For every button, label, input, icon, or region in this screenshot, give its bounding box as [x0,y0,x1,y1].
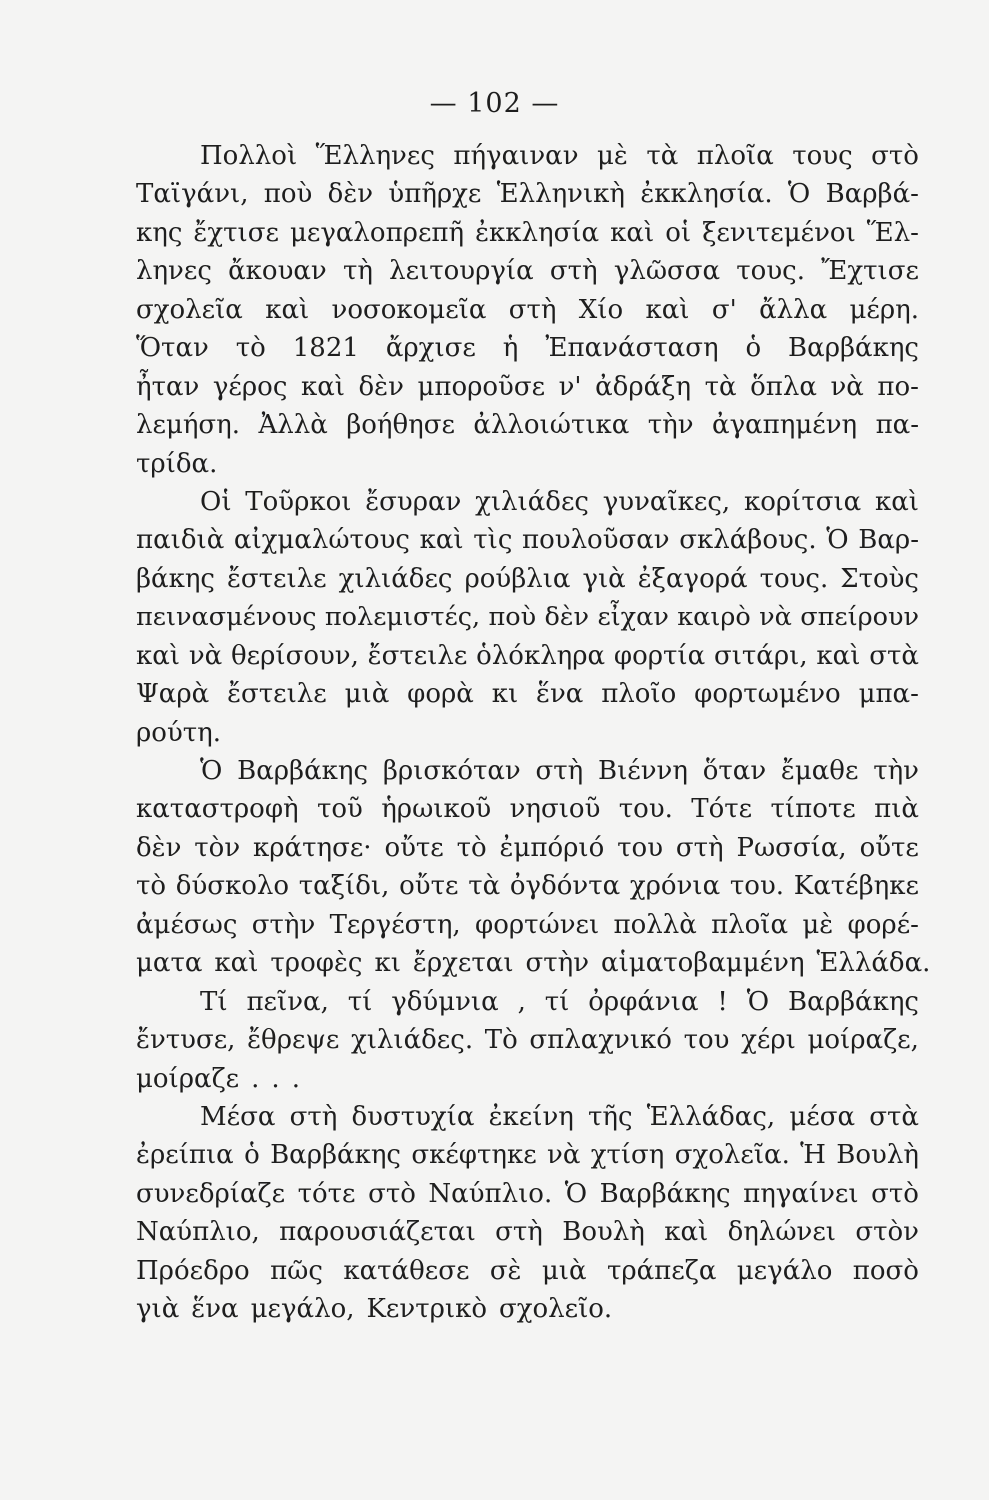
word: Ἐπανάσταση [545,333,719,364]
word: πα- [875,410,919,441]
text-line [136,252,919,290]
word: ληνες [136,256,212,287]
word: μεγάλο, [250,1294,355,1325]
text-line [136,944,931,982]
text-line [136,906,919,944]
word: μὲ [802,909,834,940]
word: δυστυχία [351,1101,475,1132]
word: πήγαιναν [453,141,579,171]
word: ἄρχισε [385,333,476,364]
word: ποὺ [488,602,537,633]
word: Πρόεδρο [136,1255,250,1286]
word: Ἀλλὰ [258,410,328,441]
word: φορτωμένο [694,679,841,710]
word: Τί [200,986,228,1017]
word: Βιέννη [597,756,688,786]
word: στὸ [871,1178,919,1209]
word: μέσα [789,1101,856,1132]
word: μοίραζε, [807,1025,919,1056]
text-line [136,829,919,867]
word: Ψαρὰ [136,679,210,710]
word: οὔτε [859,832,919,863]
word: του. [729,871,785,902]
word: Βαρβάκης [270,1140,401,1171]
word: τὴν [873,756,919,786]
word: ἐκκλησία [475,217,600,248]
word: νὰ [759,602,792,633]
word: τὶς [473,525,513,556]
text-line [136,790,919,828]
word: τους. [759,563,829,594]
word: κατάθεσε [343,1255,470,1286]
word: τὸ [456,832,487,863]
word: στὴ [535,756,584,786]
word: Ὁ [746,986,770,1017]
word: θερίσουν, [230,640,359,671]
word: πιὰ [874,794,919,825]
word: μιὰ [344,679,390,710]
word: ὅπλα [750,371,817,402]
word: οὔτε [384,832,444,863]
word: Ὅταν [136,333,209,364]
word: ἄλλα [759,294,828,325]
word: οὔτε [399,871,459,902]
word: Ὁ [787,179,811,210]
word: Ναύπλιο, [136,1217,260,1248]
word: ὁλόκληρα [476,640,606,671]
word: χιλιάδες [338,563,453,594]
word: τους. [736,256,805,287]
word: Κατέβηκε [793,871,919,902]
word: νὰ [188,640,223,671]
word: φορτία [613,640,706,671]
word: . [251,1063,260,1094]
word: σχολεῖο. [498,1294,613,1325]
word: Ἑλλάδας, [646,1101,776,1132]
word: ἐκκλησία. [640,179,773,210]
word: Βαρ- [858,525,919,556]
text-line [136,521,919,559]
word: πουλοῦσαν [522,525,670,556]
word: χέρι [741,1025,796,1056]
word: χτίση [590,1140,665,1171]
word: στὴν [251,909,316,940]
word: Ὁ [564,1178,588,1209]
word: βρισκόταν [382,756,521,786]
word: πηγαίνει [743,1178,859,1209]
text-line [136,291,919,329]
text-line [136,1252,919,1290]
text-line [136,1098,919,1136]
text-line [136,1175,919,1213]
word: τὸν [194,832,241,863]
word: αἰχμαλώτους [233,525,410,556]
word: τράπεζα [606,1255,717,1286]
word: Ἑλλάδα. [816,948,931,979]
word: Ἡ [800,1140,826,1171]
word: ἀμέσως [136,909,238,940]
word: ἦταν [136,371,200,402]
word: Κεντρικὸ [366,1294,487,1325]
text-block [136,137,931,1329]
word: φορὰ [407,679,474,710]
text-line [136,983,919,1021]
word: ποὺ [263,179,313,210]
word: Βαρβά- [825,179,919,210]
word: δηλώνει [727,1217,837,1248]
word: δὲν [544,602,590,633]
word: λεμήση. [136,410,241,441]
word: ἐκείνη [488,1101,574,1132]
word: καὶ [214,948,259,979]
word: ἐρείπια [136,1140,234,1171]
word: νησιοῦ [509,794,601,825]
word: αἱματοβαμμένη [601,948,805,979]
word: γλῶσσα [613,256,721,287]
word: του. [618,794,673,825]
word: καὶ [816,640,861,671]
word: κορίτσια [743,486,862,517]
word: πῶς [270,1255,323,1286]
word: ἄκουαν [228,256,327,287]
word: φορτώνει [474,909,600,940]
word: πλοῖα [696,141,774,171]
text-line [136,1060,919,1098]
word: Οἱ [200,486,232,517]
word: τρίδα. [136,448,218,479]
word: τὸ [136,871,167,902]
word: ἔστειλε [226,563,327,594]
word: μέρη. [849,294,919,325]
word: ἀλλοιώτικα [473,410,630,441]
word: καὶ [664,1217,709,1248]
word: 1821 [292,333,359,364]
word: μιὰ [541,1255,587,1286]
word: συνεδρίαζε [136,1178,286,1209]
word: ὁ [244,1140,260,1171]
text-line [136,329,919,367]
text-line [136,214,919,252]
word: σχολεῖα. [674,1140,790,1171]
word: σκέφτηκε [411,1140,537,1171]
word: παρουσιάζεται [279,1217,476,1248]
text-line [136,1021,919,1059]
word: μοίραζε [136,1063,240,1094]
text-line [136,137,919,175]
word: τότε [297,1178,356,1209]
word: Τὸ [484,1025,518,1056]
word: μεγαλοπρεπῆ [289,217,465,248]
word: καιρὸ [677,602,751,633]
word: βοήθησε [346,410,455,441]
word: τί [347,986,373,1017]
word: γέρος [212,371,288,402]
word: στὸ [368,1178,416,1209]
word: τὴ [342,256,373,287]
word: κράτησε· [253,832,372,863]
word: ἡ [502,333,519,364]
word: ἔρχεται [412,948,514,979]
word: καὶ [265,294,310,325]
word: ὀρφάνια [588,986,699,1017]
word: ἀγαπημένη [712,410,858,441]
word: ἡρωικοῦ [381,794,492,825]
word: ἕνα [191,1294,239,1325]
word: νὰ [830,371,864,402]
word: γιὰ [136,1294,180,1325]
text-line [136,752,919,790]
word: γυναῖκες, [602,486,731,517]
text-line [136,714,919,752]
word: πο- [877,371,919,402]
word: Ὁ [200,756,223,786]
word: ἐμπόριό [499,832,605,863]
word: ὑπῆρχε [388,179,482,210]
word: τους [792,141,853,171]
text-line [136,598,919,636]
word: στὴ [508,294,557,325]
word: Ἕλ- [866,217,919,248]
word: Πολλοὶ [200,141,298,171]
word: Τεργέστη, [329,909,461,940]
word: φορέ- [847,909,919,940]
word: ἀδράξη [595,371,692,402]
word: Ἕλληνες [315,141,435,171]
word: ἔντυσε, [136,1025,236,1056]
word: σπλαχνικό [529,1025,672,1056]
word: σπείρουν [800,602,919,633]
word: κι [491,679,519,710]
word: δύσκολο [175,871,290,902]
word: κης [136,217,183,248]
word: ὁ [745,333,762,364]
word: . [291,1063,300,1094]
word: νὰ [547,1140,581,1171]
text-line [136,1290,919,1328]
word: παιδιὰ [136,525,225,556]
word: ταξίδι, [298,871,390,902]
word: ! [717,986,728,1017]
word: καὶ [610,217,655,248]
word: ν' [558,371,582,402]
word: στὴν [525,948,590,979]
word: χιλιάδες [475,486,589,517]
word: ἕνα [536,679,584,710]
word: πεινασμένους [136,602,317,633]
word: στὴ [289,1101,338,1132]
word: ἔσυραν [365,486,462,517]
word: σιτάρι, [713,640,808,671]
word: στὴ [675,832,724,863]
word: ξενιτεμένοι [702,217,856,248]
word: χρόνια [629,871,721,902]
word: τῆς [588,1101,633,1132]
word: Ἔχτισε [821,256,919,287]
word: στὰ [869,1101,919,1132]
word: Βουλὴ [836,1140,919,1171]
word: Βαρβάκης [599,1178,731,1209]
word: εἶχαν [597,602,669,633]
word: Βαρβάκης [788,333,919,364]
word: ἔστειλε [227,679,327,710]
text-line [136,483,919,521]
word: πολλὰ [613,909,697,940]
word: καὶ [419,525,464,556]
word: Στοὺς [840,563,919,594]
word: του [683,1025,730,1056]
text-line [136,368,919,406]
word: δὲν [358,371,404,402]
word: Βαρβάκης [788,986,919,1017]
word: τίποτε [770,794,856,825]
text-line [136,1136,919,1174]
word: ρούτη. [136,717,221,748]
word: Ταϊγάνι, [136,179,249,210]
word: Βουλὴ [562,1217,645,1248]
word: Ρωσσία, [736,832,847,863]
word: . [271,1063,280,1094]
word: πλοῖα [711,909,789,940]
word: σκλάβους. [679,525,817,556]
word: γδύμνια [391,986,499,1017]
word: Τότε [691,794,753,825]
word: βάκης [136,563,215,594]
word: πολεμιστές, [324,602,481,633]
word: πεῖνα, [246,986,329,1017]
word: ποσὸ [852,1255,919,1286]
word: λειτουργία [389,256,534,287]
word: Μέσα [200,1101,276,1132]
word: γιὰ [582,563,626,594]
word: στὴ [549,256,598,287]
word: δὲν [327,179,374,210]
text-line [136,675,919,713]
word: καὶ [300,371,345,402]
word: ἔμαθε [780,756,859,786]
word: σ' [711,294,737,325]
word: καὶ [136,640,181,671]
word: σχολεῖα [136,294,243,325]
word: του [617,832,663,863]
word: μεγάλο [736,1255,833,1286]
text-line [136,560,919,598]
text-line [136,445,919,483]
word: δὲν [136,832,182,863]
word: Τοῦρκοι [245,486,352,517]
word: καὶ [874,486,919,517]
word: τὸ [235,333,266,364]
word: τροφὲς [270,948,363,979]
text-line [136,1213,919,1251]
word: τὴν [647,410,694,441]
word: μποροῦσε [417,371,546,402]
word: Χίο [578,294,624,325]
word: νοσοκομεῖα [331,294,487,325]
word: ἔστειλε [367,640,468,671]
word: μὲ [597,141,628,171]
word: τὰ [468,871,501,902]
word: στὸ [871,141,919,171]
word: τοῦ [317,794,363,825]
word: σὲ [489,1255,522,1286]
word: ἐξαγορά [637,563,748,594]
text-line [136,175,919,213]
word: στὰ [869,640,919,671]
text-line [136,867,919,905]
text-line [136,406,919,444]
text-line [136,637,919,675]
word: ρούβλια [464,563,571,594]
word: χιλιάδες. [350,1025,474,1056]
word: Ναύπλιο. [428,1178,553,1209]
word: οἱ [665,217,692,248]
word: ἔθρεψε [247,1025,340,1056]
word: πλοῖο [601,679,677,710]
word: ὀγδόντα [509,871,621,902]
word: στὴ [495,1217,543,1248]
word: Βαρβάκης [237,756,369,786]
word: Ἑλληνικὴ [496,179,625,210]
word: τί [544,986,570,1017]
word: , [517,986,526,1017]
word: καὶ [645,294,690,325]
word: τὰ [704,371,737,402]
word: καταστροφὴ [136,794,299,825]
word: μπα- [858,679,919,710]
word: ματα [136,948,203,979]
word: Ὁ [826,525,849,556]
word: ἔχτισε [193,217,279,248]
page-number: — 102 — [429,88,560,119]
word: στὸν [855,1217,919,1248]
word: τὰ [646,141,679,171]
word: κι [374,948,401,979]
word: ὅταν [702,756,767,786]
